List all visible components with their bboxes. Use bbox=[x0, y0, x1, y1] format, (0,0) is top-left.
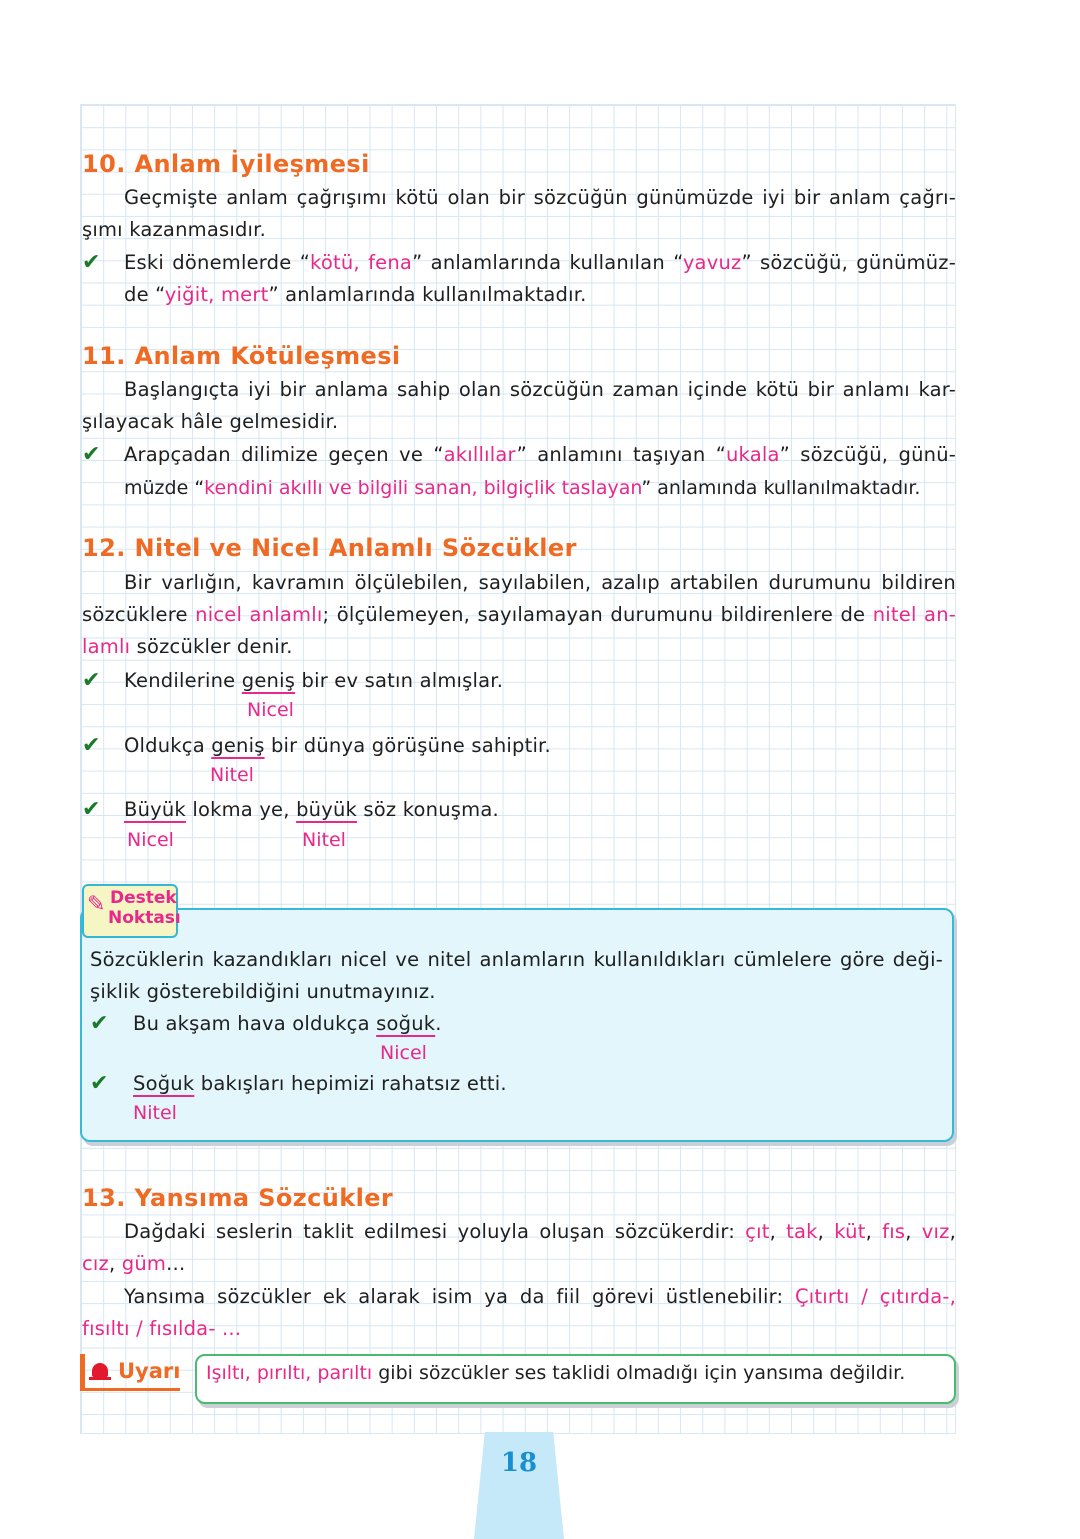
section-11-example-line1: Arapçadan dilimize geçen ve “akıllılar” anlamını taşıyan “ukala” sözcüğü, günü- bbox=[124, 443, 956, 466]
check-icon: ✔ bbox=[90, 1071, 109, 1096]
section-12-definition-line1: Bir varlığın, kavramın ölçülebilen, sayılabilen, azalıp artabilen durumunu bildiren bbox=[124, 571, 956, 594]
warning-label: Uyarı bbox=[118, 1359, 181, 1383]
check-icon: ✔ bbox=[82, 733, 101, 758]
section-12-example-3: Büyük lokma ye, büyük söz konuşma. bbox=[124, 798, 499, 821]
support-example-1: Bu akşam hava oldukça soğuk. bbox=[133, 1012, 442, 1035]
badge-label-line1: Destek bbox=[110, 888, 177, 908]
section-11-definition-line2: şılayacak hâle gelmesidir. bbox=[82, 410, 339, 433]
alarm-bell-icon bbox=[92, 1363, 108, 1377]
section-12-example-1: Kendilerine geniş bir ev satın almışlar. bbox=[124, 669, 504, 692]
check-icon: ✔ bbox=[82, 668, 101, 693]
check-icon: ✔ bbox=[90, 1011, 109, 1036]
section-12-definition-line2: sözcüklere nicel anlamlı; ölçülemeyen, sayılamayan durumunu bildirenlere de nitel an- bbox=[82, 603, 956, 626]
section-11-heading: 11. Anlam Kötüleşmesi bbox=[82, 342, 401, 370]
check-icon: ✔ bbox=[82, 250, 101, 275]
support-note-line1: Sözcüklerin kazandıkları nicel ve nitel anlamların kullanıldıkları cümlelere göre deği- bbox=[90, 948, 943, 971]
example-1-meaning-label: Nicel bbox=[247, 699, 294, 721]
check-icon: ✔ bbox=[82, 797, 101, 822]
warning-tag bbox=[80, 1354, 184, 1390]
support-example-1-label: Nicel bbox=[380, 1042, 427, 1064]
section-10-heading: 10. Anlam İyileşmesi bbox=[82, 150, 370, 178]
section-13-usage-line1: Yansıma sözcükler ek alarak isim ya da fiil görevi üstlenebilir: Çıtırtı / çıtırda-, bbox=[124, 1285, 957, 1308]
section-13-definition-line1: Dağdaki seslerin taklit edilmesi yoluyla oluşan sözcükerdir: çıt, tak, küt, fıs, vız, bbox=[124, 1220, 956, 1243]
section-10-example-line2: de “yiğit, mert” anlamlarında kullanılmaktadır. bbox=[124, 283, 587, 306]
example-2-meaning-label: Nitel bbox=[210, 764, 254, 786]
section-10-example-line1: Eski dönemlerde “kötü, fena” anlamlarında kullanılan “yavuz” sözcüğü, günümüz- bbox=[124, 251, 956, 274]
support-example-2: Soğuk bakışları hepimizi rahatsız etti. bbox=[133, 1072, 507, 1095]
section-13-definition-line2: cız, güm... bbox=[82, 1252, 186, 1275]
warning-tag-underline bbox=[80, 1388, 180, 1391]
page-number: 18 bbox=[500, 1448, 538, 1478]
section-12-heading: 12. Nitel ve Nicel Anlamlı Sözcükler bbox=[82, 534, 577, 562]
warning-tag-bar bbox=[80, 1354, 85, 1390]
example-3-meaning-label-2: Nitel bbox=[302, 829, 346, 851]
section-11-definition-line1: Başlangıçta iyi bir anlama sahip olan sözcüğün zaman içinde kötü bir anlamı kar- bbox=[124, 378, 956, 401]
support-example-2-label: Nitel bbox=[133, 1102, 177, 1124]
warning-text: Işıltı, pırıltı, parıltı gibi sözcükler ses taklidi olmadığı için yansıma değildir. bbox=[206, 1362, 906, 1384]
check-icon: ✔ bbox=[82, 442, 101, 467]
section-10-definition-line1: Geçmişte anlam çağrışımı kötü olan bir sözcüğün günümüzde iyi bir anlam çağrı- bbox=[124, 186, 956, 209]
badge-label-line2: Noktası bbox=[108, 908, 181, 928]
support-note-badge bbox=[82, 884, 181, 938]
example-3-meaning-label-1: Nicel bbox=[127, 829, 174, 851]
section-10-definition-line2: şımı kazanmasıdır. bbox=[82, 218, 266, 241]
section-12-definition-line3: lamlı sözcükler denir. bbox=[82, 635, 293, 658]
alarm-bell-icon-base bbox=[89, 1377, 111, 1380]
section-13-heading: 13. Yansıma Sözcükler bbox=[82, 1184, 394, 1212]
pencil-icon: ✎ bbox=[87, 892, 106, 917]
section-12-example-2: Oldukça geniş bir dünya görüşüne sahiptir. bbox=[124, 734, 551, 757]
section-13-usage-line2: fısıltı / fısılda- ... bbox=[82, 1317, 242, 1340]
section-11-example-line2: müzde “kendini akıllı ve bilgili sanan, bilgiçlik taslayan” anlamında kullanılmaktadır. bbox=[124, 477, 921, 499]
support-note-line2: şiklik gösterebildiğini unutmayınız. bbox=[90, 980, 436, 1003]
